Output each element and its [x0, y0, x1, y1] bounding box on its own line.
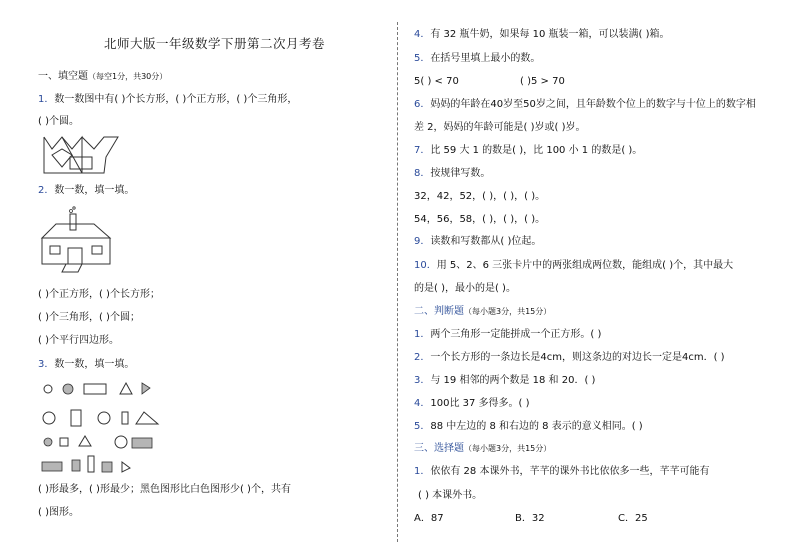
c1-option-a: A．87 [414, 513, 444, 524]
q5-text: 在括号里填上最小的数。 [430, 53, 541, 64]
j3-number: 3． [414, 375, 431, 386]
q6-text: 妈妈的年龄在40岁至50岁之间，且年龄数个位上的数字与十位上的数字相 [430, 99, 756, 110]
q5-number: 5． [414, 53, 431, 64]
q7-number: 7． [414, 145, 431, 156]
q9-text: 读数和写数都从( )位起。 [430, 236, 542, 247]
c1-text: 依依有 28 本课外书，芊芊的课外书比依依多一些，芊芊可能有 [430, 466, 710, 477]
q3-answer-line1: ( )形最多，( )形最少；黑色图形比白色图形少( )个，共有 [38, 484, 291, 495]
section-note: （每小题3分，共15分） [464, 444, 552, 453]
q3-text: 数一数，填一填。 [54, 359, 135, 370]
q5-line [414, 53, 540, 65]
j5-line [414, 421, 643, 433]
q4-line [414, 29, 670, 41]
j2-number: 2． [414, 352, 431, 363]
j2-text: 一个长方形的一条边长是4cm，则这条边的对边长一定是4cm．( ) [430, 352, 725, 363]
j1-number: 1． [414, 329, 431, 340]
q1-line1 [38, 94, 297, 106]
section-note: （每小题3分，共15分） [464, 307, 552, 316]
q10-number: 10． [414, 260, 437, 271]
j4-number: 4． [414, 398, 431, 409]
q3-answer-line2: ( )图形。 [38, 507, 79, 518]
q10-text: 用 5、2、6 三张卡片中的两张组成两位数，能组成( )个，其中最大 [436, 260, 734, 271]
q1-line2: ( )个圆。 [38, 116, 79, 127]
column-divider [397, 22, 398, 542]
c1-line1 [414, 466, 709, 478]
j5-number: 5． [414, 421, 431, 432]
q10-line2: 的是( )，最小的是( )。 [414, 283, 516, 294]
q7-text: 比 59 大 1 的数是( )，比 100 小 1 的数是( )。 [430, 145, 643, 156]
j1-text: 两个三角形一定能拼成一个正方形。( ) [430, 329, 602, 340]
q10-line1 [414, 260, 733, 272]
q1-number: 1． [38, 94, 55, 105]
section2-heading [414, 306, 551, 318]
q5-answer-a: 5( ) < 70 [414, 76, 459, 87]
q7-line [414, 145, 642, 157]
q3-number: 3． [38, 359, 55, 370]
j1-line [414, 329, 601, 341]
j3-text: 与 19 相邻的两个数是 18 和 20．( ) [430, 375, 596, 386]
j4-text: 100比 37 多得多。( ) [430, 398, 530, 409]
q6-line2: 差 2，妈妈的年龄可能是( )岁或( )岁。 [414, 122, 586, 133]
q9-number: 9． [414, 236, 431, 247]
j2-line [414, 352, 725, 364]
section3-heading [414, 443, 551, 455]
q8-line [414, 168, 490, 180]
q2-number: 2． [38, 185, 55, 196]
q8-number: 8． [414, 168, 431, 179]
q4-text: 有 32 瓶牛奶，如果每 10 瓶装一箱，可以装满( )箱。 [430, 29, 670, 40]
crown-figure [42, 135, 122, 177]
q5-answer-b: ( )5 > 70 [520, 76, 565, 87]
c1-number: 1． [414, 466, 431, 477]
c1-option-c: C．25 [618, 513, 648, 524]
j4-line [414, 398, 530, 410]
q2-answer-line3: ( )个平行四边形。 [38, 335, 119, 346]
q6-line1 [414, 99, 756, 111]
q2-answer-line2: ( )个三角形，( )个圆； [38, 312, 140, 323]
q2-line [38, 185, 134, 197]
q2-answer-line1: ( )个正方形，( )个长方形； [38, 289, 160, 300]
q3-line [38, 359, 134, 371]
section-note: （每空1分，共30分） [88, 72, 168, 81]
section-heading-text: 一、填空题 [38, 71, 88, 82]
page-title: 北师大版一年级数学下册第二次月考卷 [104, 36, 326, 51]
q6-number: 6． [414, 99, 431, 110]
house-figure [38, 208, 118, 278]
q8-seq2: 54，56，58，( )，( )，( )。 [414, 214, 546, 225]
q2-text: 数一数，填一填。 [54, 185, 135, 196]
q1-text: 数一数图中有( )个长方形，( )个正方形，( )个三角形， [54, 94, 298, 105]
section1-heading [38, 71, 167, 83]
q9-line [414, 236, 541, 248]
c1-option-b: B．32 [515, 513, 545, 524]
c1-line2: ( ) 本课外书。 [418, 490, 483, 501]
shapes-figure [40, 380, 170, 475]
q8-text: 按规律写数。 [430, 168, 491, 179]
section-heading-text: 三、选择题 [414, 443, 464, 454]
section-heading-text: 二、判断题 [414, 306, 464, 317]
j5-text: 88 中左边的 8 和右边的 8 表示的意义相同。( ) [430, 421, 643, 432]
q8-seq1: 32，42，52，( )，( )，( )。 [414, 191, 546, 202]
j3-line [414, 375, 595, 387]
q4-number: 4． [414, 29, 431, 40]
